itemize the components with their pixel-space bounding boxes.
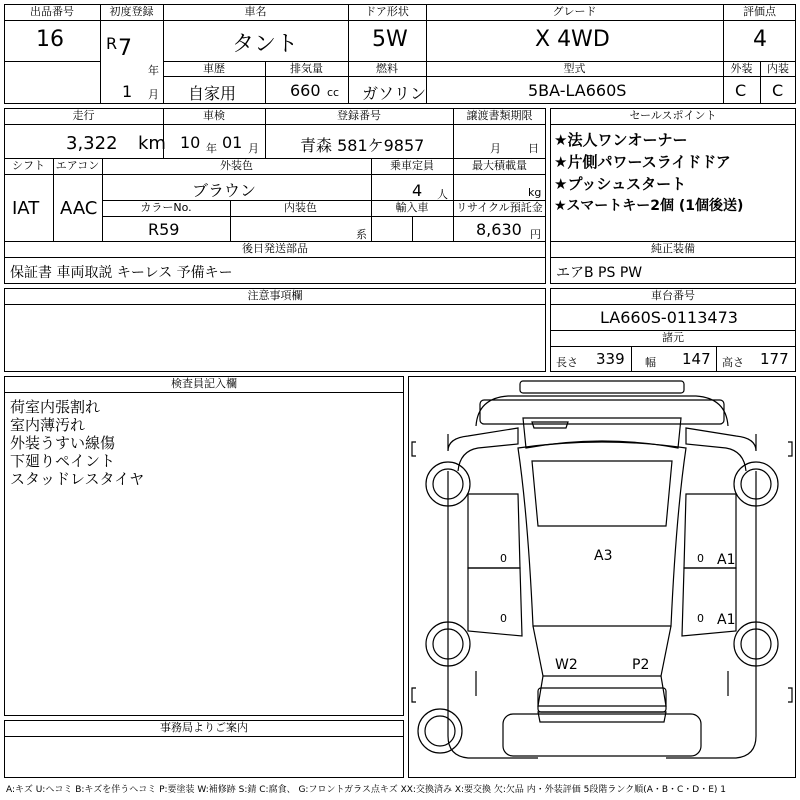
width-label: 幅 [645,356,656,369]
genuine-header: 純正装備 [651,242,695,255]
transfer-header: 譲渡書類期限 [466,109,533,122]
later-parts: 保証書 車両取説 キーレス 予備キー [10,265,233,281]
int-score: C [772,81,784,100]
model-header: 型式 [563,62,586,75]
capacity: 4 [412,181,423,200]
legend: A:キズ U:ヘコミ B:キズを伴うヘコミ P:要塗装 W:補修跡 S:錆 C:腐食、 G:フロントガラス点キズ XX:交換済み X:要交換 欠:欠品 内・外装評価 5段階ランク順(A・B・C・D・E) 1 [6,785,727,795]
inspector-note: スタッドレスタイヤ [10,470,145,488]
model: 5BA-LA660S [528,81,627,100]
sales-point: ★法人ワンオーナー [554,131,688,149]
damage-left-rear: 0 [500,612,507,625]
displacement-header: 排気量 [290,62,323,75]
import-header: 輸入車 [395,201,429,214]
inspector-note: 下廻りペイント [10,452,116,470]
inspector-header: 検査員記入欄 [171,377,237,390]
sales-point: ★プッシュスタート [554,175,687,193]
recycle-header: リサイクル預託金 [456,201,543,214]
inspection-header: 車検 [203,109,225,122]
reg-no-header: 登録番号 [337,109,381,122]
later-parts-header: 後日発送部品 [242,242,308,255]
inspection-month-unit: 月 [248,142,259,155]
capacity-header: 乗車定員 [390,159,434,172]
first-reg-era: R [106,34,118,53]
damage-roof: A3 [594,548,613,564]
fuel-header: 燃料 [376,62,398,75]
score-header: 評価点 [743,5,776,18]
car-outline-diagram [408,376,796,778]
cc-unit: cc [327,86,340,99]
car-name: タント [232,32,299,57]
specs-header: 諸元 [662,331,684,344]
inspection-month: 01 [222,133,243,152]
yen-unit: 円 [530,228,541,241]
interior-header: 内装 [767,62,789,75]
sales-points-header: セールスポイント [629,109,717,122]
sales-point: ★スマートキー2個 (1個後送) [554,198,744,214]
year-unit: 年 [148,64,159,77]
ext-color: ブラウン [192,181,257,200]
damage-right-rear-door: A1 [717,612,736,628]
damage-right-front-door: A1 [717,552,736,568]
mileage: 3,322 [66,133,118,154]
inspector-note: 室内薄汚れ [10,416,86,434]
color-no-header: カラーNo. [140,201,192,214]
shift: IAT [12,198,40,219]
inspector-note: 荷室内張割れ [10,398,101,416]
history-header: 車歴 [203,62,225,75]
length: 339 [596,350,625,368]
shift-header: シフト [12,159,45,172]
office-header: 事務局よりご案内 [160,721,248,734]
transfer-day: 日 [528,142,539,155]
transfer-month: 月 [490,142,501,155]
int-color-header: 内装色 [284,201,317,214]
mileage-header: 走行 [72,109,95,122]
int-color-suffix: 系 [356,228,367,241]
lot-number: 16 [36,27,64,52]
person-unit: 人 [437,188,448,201]
history: 自家用 [188,84,237,103]
door-header: ドア形状 [365,5,409,18]
height-label: 高さ [722,356,744,369]
lot-header: 出品番号 [30,5,74,18]
inspector-note: 外装うすい線傷 [10,434,116,452]
ext-color-header: 外装色 [220,159,253,172]
first-reg-year: 7 [118,36,132,61]
ext-score: C [735,81,747,100]
chassis-number: LA660S-0113473 [600,308,738,327]
chassis-header: 車台番号 [651,289,695,302]
inspection-year: 10 [180,133,201,152]
aircon-header: エアコン [55,159,100,172]
genuine-equipment: エアB PS PW [556,265,643,281]
kg-unit: kg [528,186,542,199]
recycle-fee: 8,630 [476,220,522,239]
width: 147 [682,350,711,368]
exterior-header: 外装 [730,62,753,75]
notes-header: 注意事項欄 [247,289,303,302]
displacement: 660 [290,81,321,100]
km-unit: km [138,133,166,154]
inspection-year-unit: 年 [206,142,217,155]
grade-header: グレード [552,5,597,18]
first-reg-month: 1 [122,82,133,101]
sales-point: ★片側パワースライドドア [554,153,731,171]
height: 177 [760,350,789,368]
damage-right-rear: 0 [697,612,704,625]
color-number: R59 [148,220,180,239]
car-name-header: 車名 [244,5,267,18]
grade: X 4WD [535,27,610,52]
fuel: ガソリン [362,84,427,103]
damage-right-front: 0 [697,552,704,565]
month-unit: 月 [148,88,159,101]
max-load-header: 最大積載量 [472,159,527,172]
damage-left-front: 0 [500,552,507,565]
door-type: 5W [372,27,408,52]
damage-rear-right: P2 [632,657,650,673]
registration-number: 青森 581ケ9857 [300,136,425,155]
length-label: 長さ [556,356,578,369]
first-reg-header: 初度登録 [109,5,154,18]
score: 4 [753,27,767,52]
damage-rear-left: W2 [555,657,578,673]
aircon: AAC [60,198,98,219]
